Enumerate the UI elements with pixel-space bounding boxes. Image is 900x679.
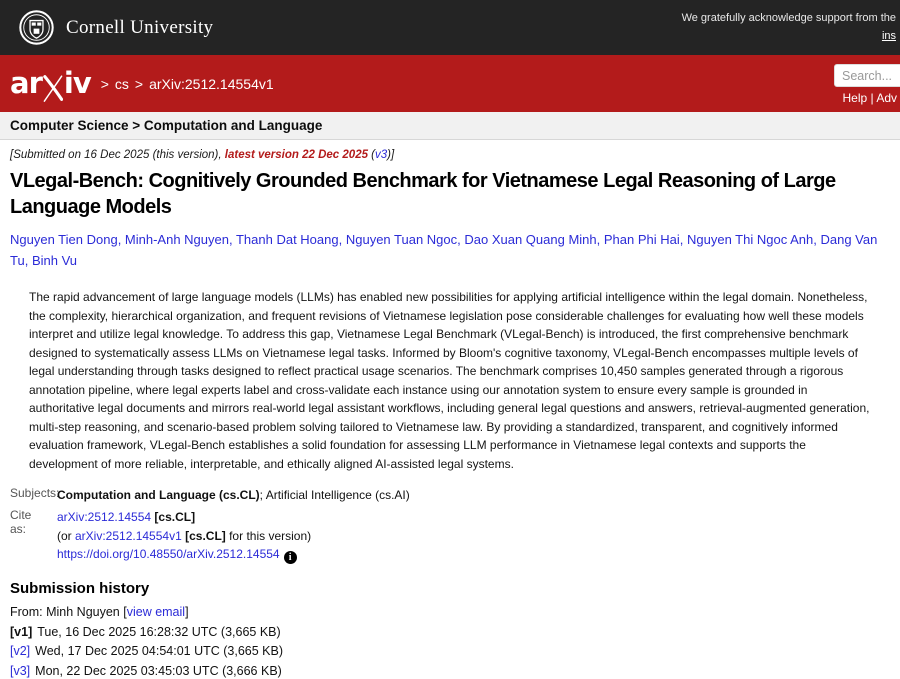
breadcrumb-paper-id: arXiv:2512.14554v1 [149, 75, 274, 92]
submission-history [10, 580, 890, 679]
version-row-v3 [10, 663, 890, 679]
cite-as-label: Cite as: [10, 507, 32, 536]
arxiv-navbar [0, 55, 900, 112]
author-link[interactable]: Binh Vu [31, 252, 77, 268]
author-link[interactable]: Phan Phi Hai [603, 231, 680, 247]
arxiv-logo-group [10, 66, 274, 100]
submitter-line [10, 604, 890, 620]
breadcrumb [101, 76, 274, 92]
help-link[interactable]: Help [842, 91, 868, 105]
member-institutions-link[interactable]: ins [881, 29, 896, 42]
submitter-prefix: From: Minh Nguyen [ [10, 605, 127, 620]
search-input[interactable] [834, 64, 900, 87]
version-tag-v2-link[interactable]: [v2] [10, 644, 31, 659]
cornell-logo-link[interactable] [18, 9, 213, 46]
primary-subject: Computation and Language (cs.CL) [57, 488, 260, 503]
arxiv-id-link[interactable]: arXiv:2512.14554 [57, 509, 152, 524]
subject-strip [0, 112, 900, 140]
arxiv-chi-icon [43, 74, 63, 102]
view-email-link[interactable]: view email [126, 605, 186, 620]
alt-cite-suffix: for this version) [225, 528, 312, 543]
arxiv-id-category: [cs.CL] [154, 509, 196, 524]
acknowledgement-text [682, 10, 898, 44]
version-details-v3: Mon, 22 Dec 2025 03:45:03 UTC (3,666 KB) [35, 663, 282, 678]
secondary-subject: Artificial Intelligence (cs.AI) [265, 488, 410, 503]
cornell-university-label: Cornell University [66, 16, 214, 38]
author-link[interactable]: Nguyen Tuan Ngoc [345, 231, 458, 247]
arxiv-version-category: [cs.CL] [185, 528, 226, 543]
paper-title: VLegal-Bench: Cognitively Grounded Benchmark for Vietnamese Legal Reasoning of Large Language Models [10, 170, 836, 219]
arxiv-logo-iv: iv [63, 66, 91, 100]
arxiv-version-id-link[interactable]: arXiv:2512.14554v1 [75, 528, 182, 543]
version-tag-v1: [v1] [10, 624, 33, 639]
metadata-table [10, 486, 890, 564]
subjects-label: Subjects: [10, 486, 60, 501]
author-link[interactable]: Dao Xuan Quang Minh [464, 231, 597, 247]
submission-dateline [10, 149, 890, 161]
author-link[interactable]: Nguyen Tien Dong [10, 231, 118, 247]
latest-version-link[interactable]: v3 [375, 149, 388, 161]
submission-history-heading: Submission history [10, 580, 150, 598]
latest-version-text: latest version 22 Dec 2025 [224, 149, 368, 161]
submitter-suffix: ] [185, 605, 189, 620]
subjects-value [57, 486, 410, 505]
arxiv-logo-ar: ar [10, 66, 42, 100]
alt-cite-prefix: (or [57, 528, 75, 543]
dateline-prefix: [Submitted on 16 Dec 2025 (this version), [10, 149, 225, 161]
author-link[interactable]: Dang Van Tu [10, 231, 878, 268]
help-divider: | [870, 91, 874, 105]
nav-help-links [842, 91, 897, 105]
cite-as-value [57, 508, 311, 564]
cite-as-row [10, 508, 890, 564]
version-tag-v3-link[interactable]: [v3] [10, 663, 31, 678]
author-link[interactable]: Thanh Dat Hoang [235, 231, 339, 247]
doi-link[interactable]: https://doi.org/10.48550/arXiv.2512.14554 [57, 547, 280, 562]
dateline-close: )] [387, 149, 395, 161]
version-details-v2: Wed, 17 Dec 2025 04:54:01 UTC (3,665 KB) [35, 644, 283, 659]
abstract-text: The rapid advancement of large language models (LLMs) has enabled new possibilities for applying artificial intelligence within the legal domain. Nonetheless, the complexity, hierarchical organization, and frequent revisions of Vietnamese legislation pose considerable challenges for evaluating how well these models interpret and utilize legal knowledge. To address this gap, Vietnamese Legal Benchmark (VLegal-Bench) is introduced, the first comprehensive benchmark designed to systematically assess LLMs on Vietnamese legal tasks. Informed by Bloom's cognitive taxonomy, VLegal-Bench encompasses multiple levels of legal understanding through tasks designed to reflect practical usage scenarios. The benchmark comprises 10,450 samples generated through a rigorous annotation pipeline, where legal experts label and cross-validate each instance using our annotation system to ensure every sample is grounded in authoritative legal documents and mirrors real-world legal assistant workflows, including general legal questions and answers, retrieval-augmented generation, multi-step reasoning, and scenario-based problem solving tailored to Vietnamese law. By providing a standardized, transparent, and cognitively informed evaluation framework, VLegal-Bench establishes a solid foundation for assessing LLM performance in Vietnamese legal contexts and supports the development of more reliable, interpretable, and ethically aligned AI-assisted legal systems. [29, 290, 870, 471]
version-details-v1: Tue, 16 Dec 2025 16:28:32 UTC (3,665 KB) [37, 624, 281, 639]
author-link[interactable]: Minh-Anh Nguyen [124, 231, 229, 247]
version-row-v1 [10, 624, 890, 640]
cornell-banner [0, 0, 900, 55]
cornell-seal-icon [18, 9, 55, 46]
breadcrumb-separator: > [134, 75, 144, 92]
acknowledgement-line: We gratefully acknowledge support from the [681, 12, 896, 25]
subject-strip-label: Computer Science > Computation and Language [10, 118, 323, 133]
breadcrumb-separator: > [100, 75, 109, 92]
authors-list: Nguyen Tien Dong, Minh-Anh Nguyen, Thanh Dat Hoang, Nguyen Tuan Ngoc, Dao Xuan Quang Minh, Phan Phi Hai, Nguyen Thi Ngoc Anh, Dang Van Tu, Binh Vu [10, 231, 878, 268]
advanced-search-link[interactable]: Adv [876, 91, 897, 105]
subject-separator: ; [259, 488, 266, 503]
author-link[interactable]: Nguyen Thi Ngoc Anh [687, 231, 814, 247]
dateline-open: ( [367, 149, 376, 161]
subjects-row [10, 486, 890, 505]
abstract-page-content [0, 149, 900, 679]
doi-info-icon[interactable]: i [284, 551, 297, 564]
arxiv-logo[interactable] [10, 66, 91, 100]
breadcrumb-cs-link[interactable]: cs [114, 75, 129, 92]
version-row-v2 [10, 643, 890, 659]
